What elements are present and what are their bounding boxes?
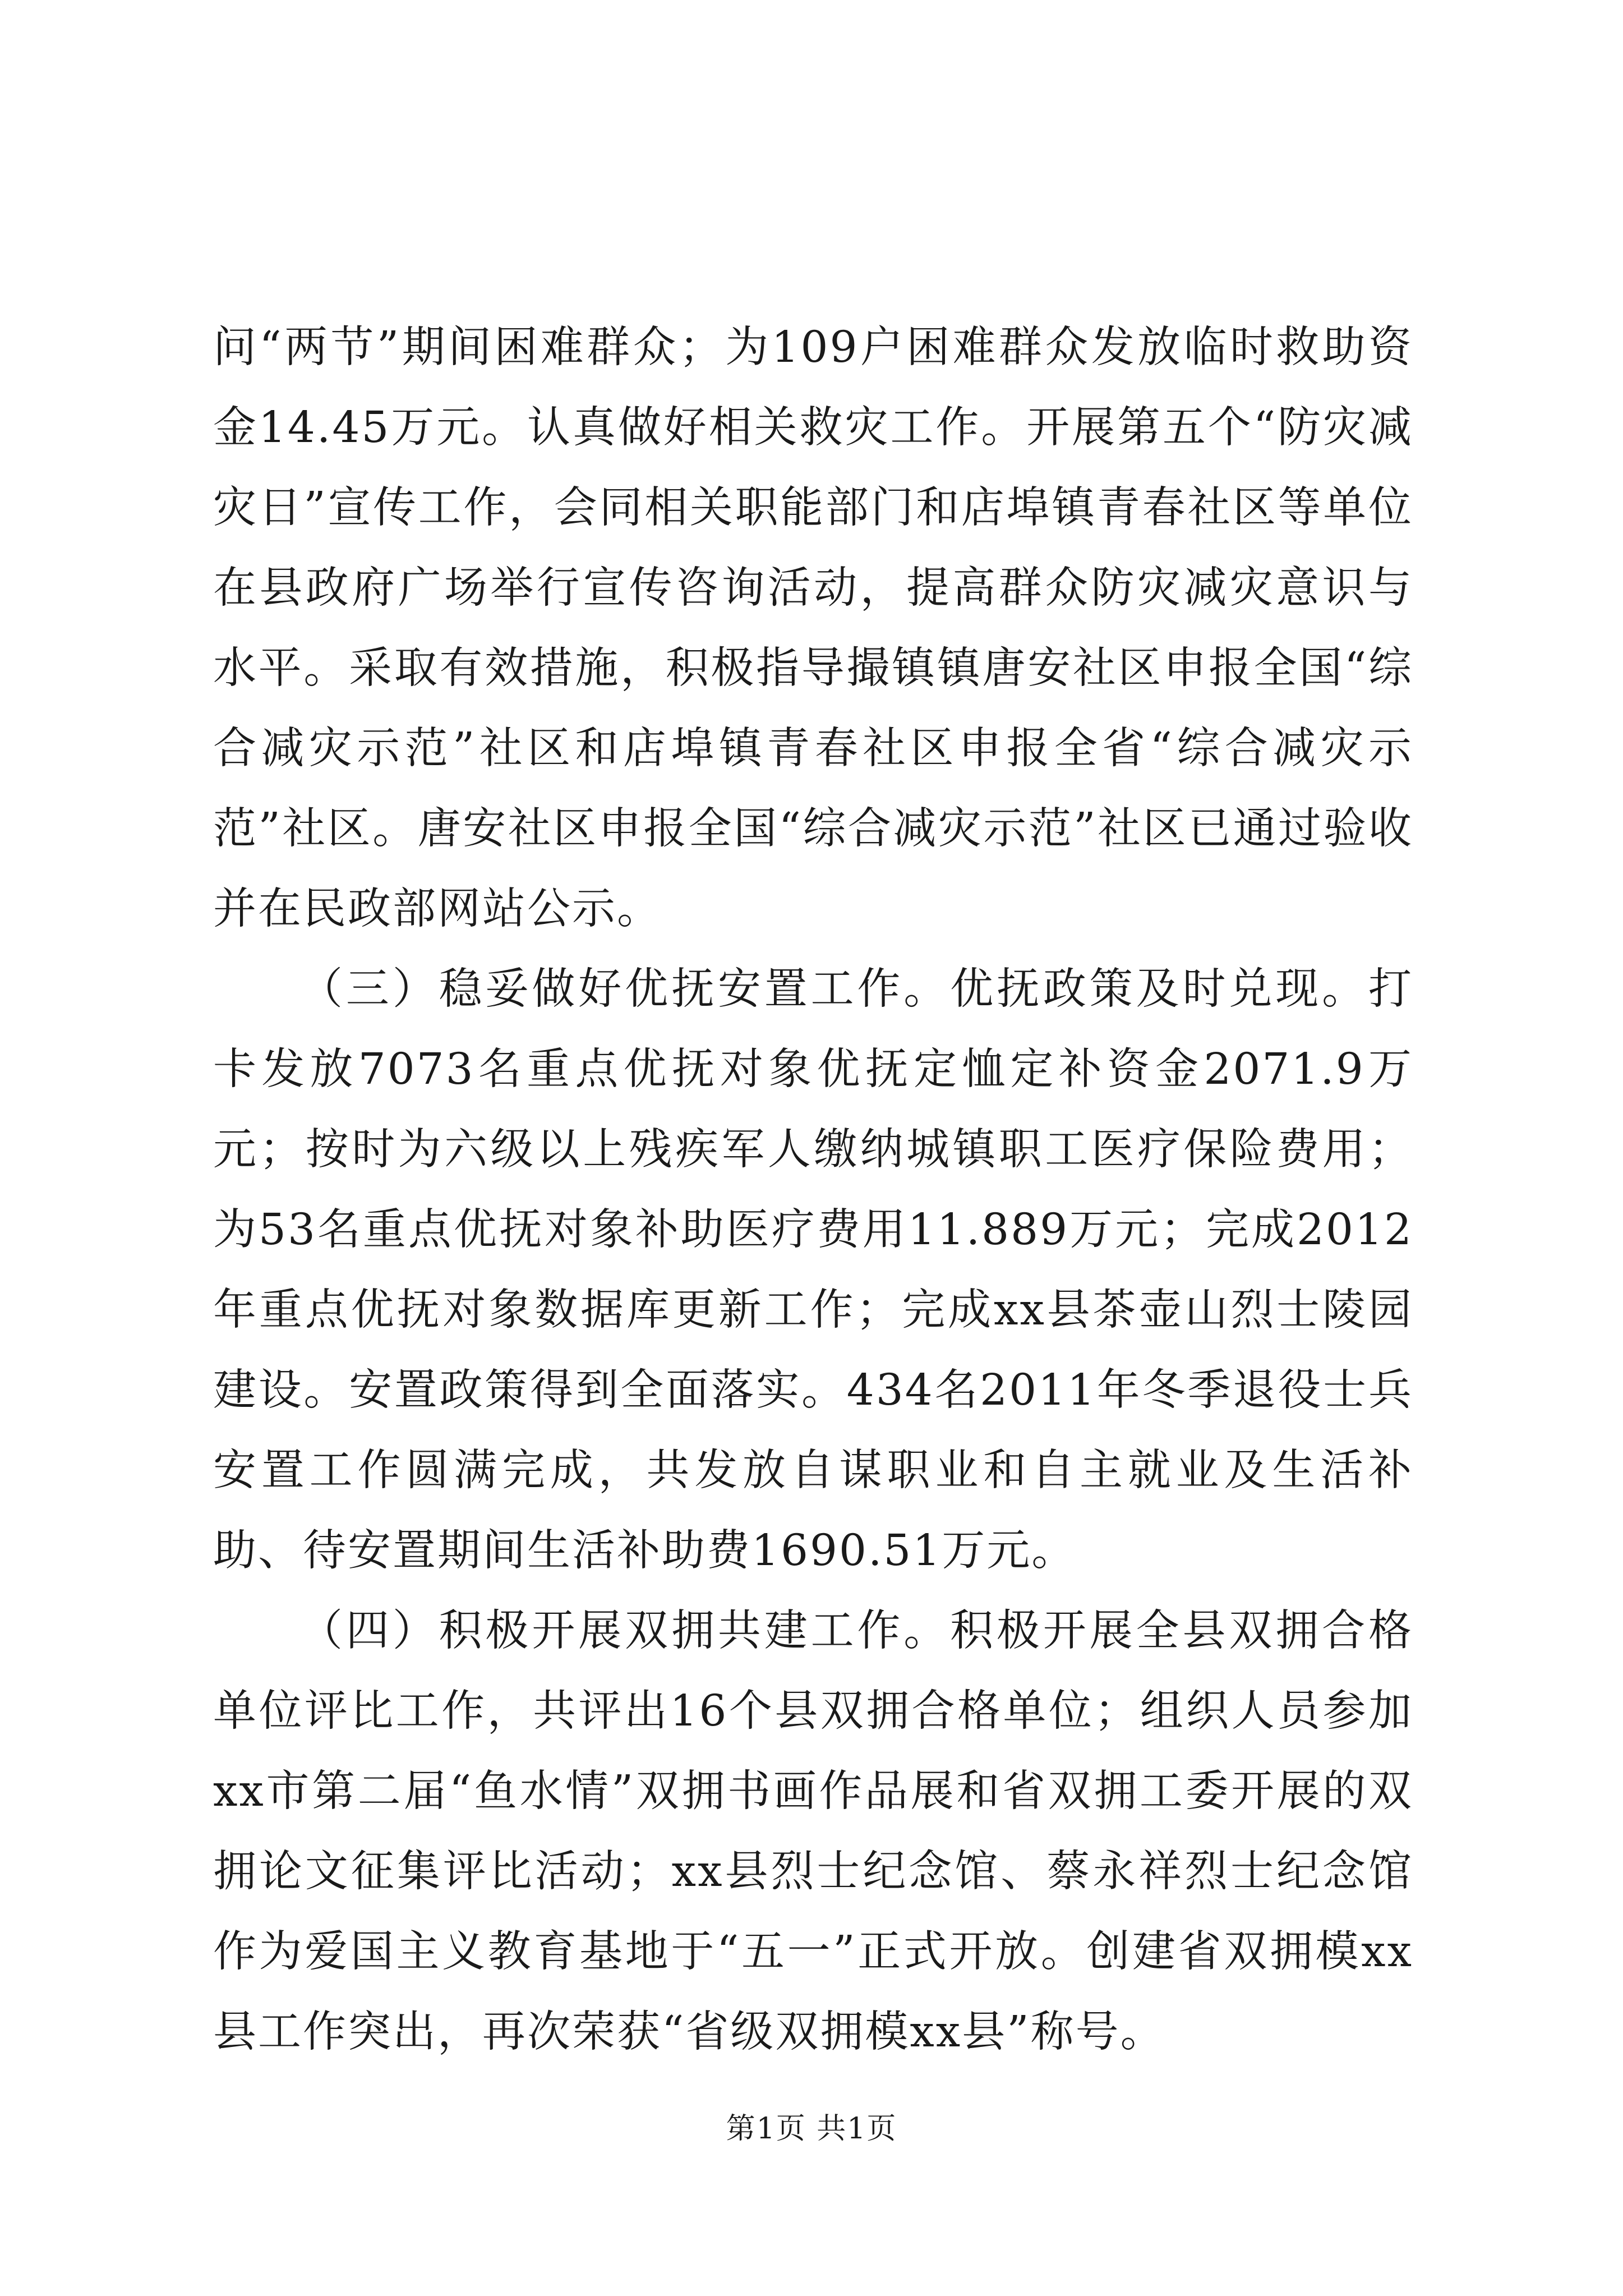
document-body [213,307,1413,2072]
paragraph-section-3: （三）稳妥做好优抚安置工作。优抚政策及时兑现。打卡发放7073名重点优抚对象优抚定恤定补资金2071.9万元；按时为六级以上残疾军人缴纳城镇职工医疗保险费用；为53名重点优抚对象补助医疗费用11.889万元；完成2012年重点优抚对象数据库更新工作；完成xx县茶壶山烈士陵园建设。安置政策得到全面落实。434名2011年冬季退役士兵安置工作圆满完成，共发放自谋职业和自主就业及生活补助、待安置期间生活补助费1690.51万元。 [213,964,1413,1576]
page-footer: 第1页 共1页 [726,2112,897,2146]
paragraph-continuation: 问“两节”期间困难群众；为109户困难群众发放临时救助资金14.45万元。认真做好相关救灾工作。开展第五个“防灾减灾日”宣传工作，会同相关职能部门和店埠镇青春社区等单位在县政府广场举行宣传咨询活动，提高群众防灾减灾意识与水平。采取有效措施，积极指导撮镇镇唐安社区申报全国“综合减灾示范”社区和店埠镇青春社区申报全省“综合减灾示范”社区。唐安社区申报全国“综合减灾示范”社区已通过验收并在民政部网站公示。 [213,323,1413,934]
paragraph-section-4: （四）积极开展双拥共建工作。积极开展全县双拥合格单位评比工作，共评出16个县双拥合格单位；组织人员参加xx市第二届“鱼水情”双拥书画作品展和省双拥工委开展的双拥论文征集评比活动；xx县烈士纪念馆、蔡永祥烈士纪念馆作为爱国主义教育基地于“五一”正式开放。创建省双拥模xx县工作突出，再次荣获“省级双拥模xx县”称号。 [213,1606,1413,2057]
